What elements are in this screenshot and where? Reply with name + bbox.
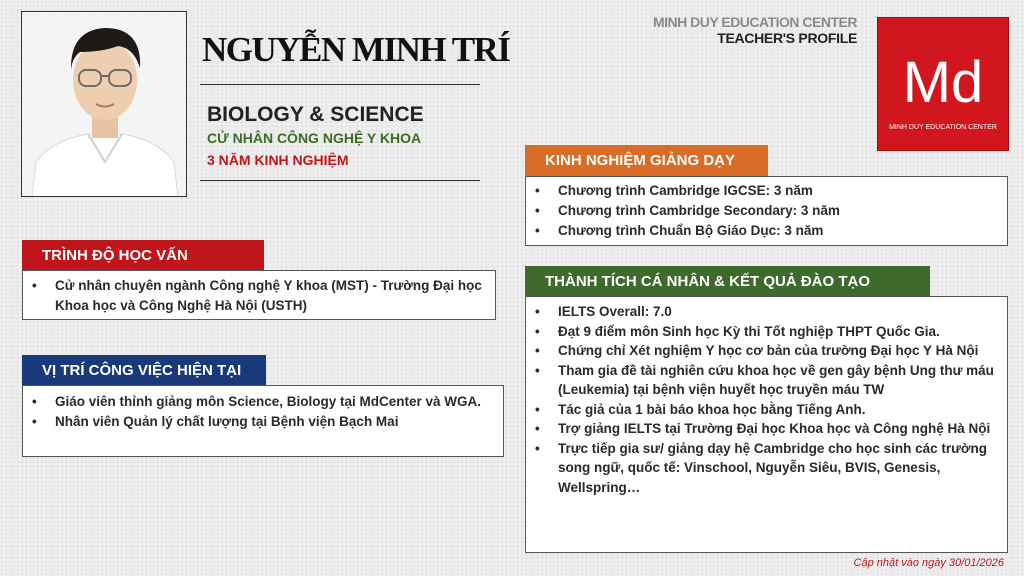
teaching-experience-box [525, 176, 1008, 246]
achievement-item: • Trực tiếp gia sư/ giảng dạy hệ Cambridge cho học sinh các trường song ngữ, quốc tế: Vinschool, Nguyễn Siêu, BVIS, Genesis, Wellspring… [526, 439, 999, 498]
achievements-title: THÀNH TÍCH CÁ NHÂN & KẾT QUẢ ĐÀO TẠO [545, 272, 870, 290]
teacher-subject: BIOLOGY & SCIENCE [207, 103, 424, 126]
teacher-photo [21, 11, 187, 197]
current-position-item: • Giáo viên thỉnh giảng môn Science, Biology tại MdCenter và WGA. [23, 392, 495, 412]
teaching-experience-list [526, 181, 999, 241]
svg-text:MINH DUY EDUCATION CENTER: MINH DUY EDUCATION CENTER [889, 124, 997, 131]
achievements-box [525, 296, 1008, 553]
achievement-item: • Tham gia đề tài nghiên cứu khoa học về gen gây bệnh Ung thư máu (Leukemia) tại bệnh viện huyết học truyền máu TW [526, 361, 999, 400]
info-divider [200, 180, 480, 181]
education-title: TRÌNH ĐỘ HỌC VẤN [42, 246, 188, 264]
achievements-header [525, 266, 930, 296]
education-list [23, 276, 487, 316]
current-position-title: VỊ TRÍ CÔNG VIỆC HIỆN TẠI [42, 361, 242, 379]
achievement-item: • Tác giả của 1 bài báo khoa học bằng Tiếng Anh. [526, 400, 999, 420]
name-divider [200, 84, 480, 85]
current-position-header [22, 355, 266, 385]
current-position-list [23, 392, 495, 432]
education-item: • Cử nhân chuyên ngành Công nghệ Y khoa (MST) - Trường Đại học Khoa học và Công Nghệ Hà Nội (USTH) [23, 276, 487, 316]
education-header [22, 240, 264, 270]
teacher-portrait-icon [22, 12, 187, 197]
teacher-name: NGUYỄN MINH TRÍ [202, 30, 510, 69]
achievement-item: • IELTS Overall: 7.0 [526, 302, 999, 322]
achievement-item: • Đạt 9 điểm môn Sinh học Kỳ thi Tốt nghiệp THPT Quốc Gia. [526, 322, 999, 342]
education-box [22, 270, 496, 320]
achievements-list [526, 302, 999, 497]
profile-label: TEACHER'S PROFILE [717, 30, 857, 46]
current-position-item: • Nhân viên Quản lý chất lượng tại Bệnh viện Bạch Mai [23, 412, 495, 432]
teacher-degree: CỬ NHÂN CÔNG NGHỆ Y KHOA [207, 130, 422, 146]
achievement-item: • Chứng chỉ Xét nghiệm Y học cơ bản của trường Đại học Y Hà Nội [526, 341, 999, 361]
teaching-experience-item: • Chương trình Chuẩn Bộ Giáo Dục: 3 năm [526, 221, 999, 241]
teaching-experience-title: KINH NGHIỆM GIẢNG DẠY [545, 152, 736, 169]
current-position-box [22, 385, 504, 457]
teaching-experience-item: • Chương trình Cambridge Secondary: 3 năm [526, 201, 999, 221]
achievement-item: • Trợ giảng IELTS tại Trường Đại học Khoa học và Công nghệ Hà Nội [526, 419, 999, 439]
svg-text:Md: Md [902, 50, 984, 115]
teaching-experience-item: • Chương trình Cambridge IGCSE: 3 năm [526, 181, 999, 201]
teacher-experience: 3 NĂM KINH NGHIỆM [207, 152, 349, 168]
updated-date: Cập nhật vào ngày 30/01/2026 [853, 557, 1004, 569]
center-name: MINH DUY EDUCATION CENTER [653, 14, 857, 30]
teaching-experience-header [525, 145, 768, 176]
brand-logo-icon [877, 17, 1009, 151]
